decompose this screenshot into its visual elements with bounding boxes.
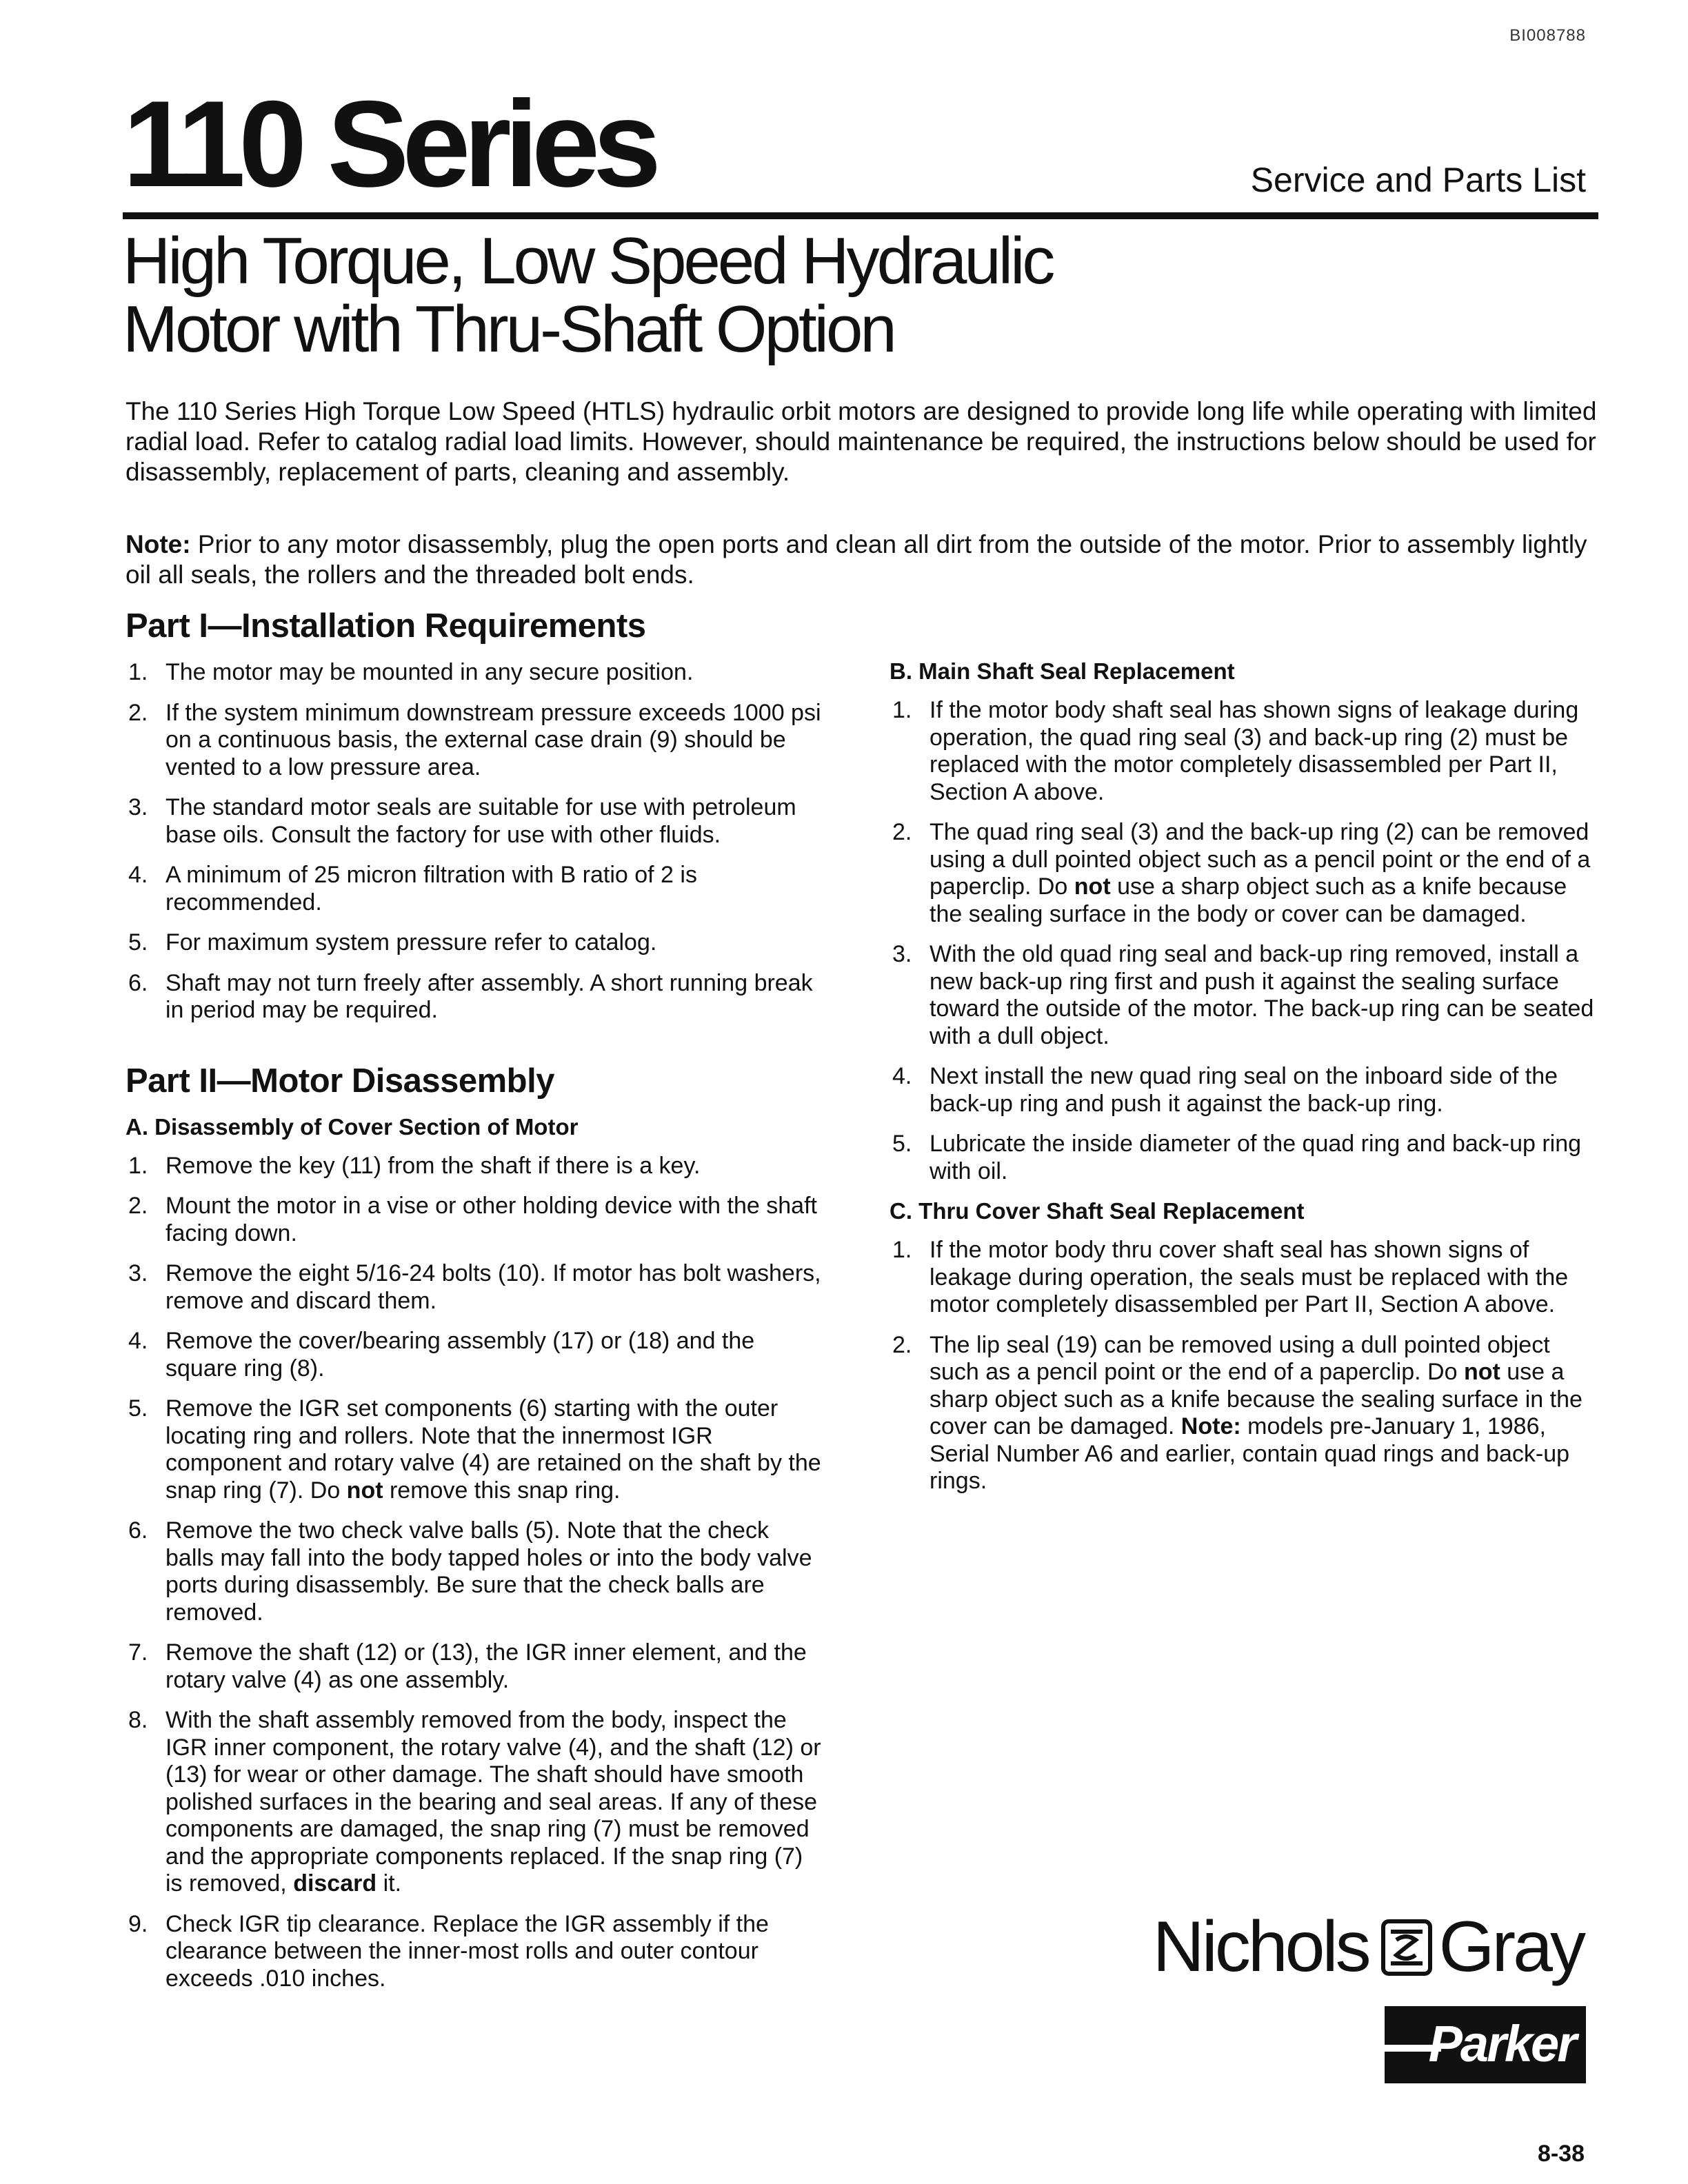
item-text: The motor may be mounted in any secure position.: [165, 659, 694, 685]
part-1-list: [125, 659, 822, 1024]
item-text: Remove the shaft (12) or (13), the IGR inner element, and the rotary valve (4) as one assembly.: [165, 1639, 807, 1693]
list-item: [125, 1517, 822, 1626]
list-item: [125, 1707, 822, 1898]
item-emphasis: not: [346, 1477, 383, 1504]
list-item: [125, 659, 822, 687]
header-rule: [123, 212, 1598, 219]
item-number: 6.: [128, 969, 148, 996]
list-item: [125, 1193, 822, 1247]
list-item: [125, 862, 822, 916]
item-number: 4.: [128, 862, 148, 888]
parker-logo-text: Parker: [1428, 2015, 1575, 2072]
item-text: A minimum of 25 micron filtration with B ratio of 2 is recommended.: [165, 862, 697, 916]
document-id: BI008788: [1509, 26, 1586, 45]
list-item: [890, 941, 1600, 1050]
item-emphasis: not: [1463, 1359, 1500, 1385]
right-column: [890, 658, 1600, 1508]
brand-name-left: Nichols: [1152, 1907, 1369, 1987]
item-text: For maximum system pressure refer to catalog.: [165, 929, 657, 956]
part-1-heading: Part I—Installation Requirements: [125, 607, 646, 645]
item-text: use a sharp object such as a knife because the sealing surface in the cover can be damaged.: [930, 1359, 1582, 1439]
item-text: The quad ring seal (3) and the back-up ring (2) can be removed using a dull pointed object such as a pencil point or the end of a paperclip. Do: [930, 819, 1591, 900]
item-text: With the old quad ring seal and back-up ring removed, install a new back-up ring first and push it against the sealing surface toward the outside of the motor. The back-up ring can be seated with a dull object.: [930, 941, 1594, 1049]
section-a-heading: A. Disassembly of Cover Section of Motor: [125, 1113, 579, 1140]
item-text: remove this snap ring.: [383, 1477, 621, 1504]
section-a-list: [125, 1153, 822, 1993]
item-number: 2.: [128, 1193, 148, 1219]
item-number: 9.: [128, 1910, 148, 1937]
item-text: If the motor body shaft seal has shown signs of leakage during operation, the quad ring seal (3) and back-up ring (2) must be replaced with the motor completely disassembled per Part II, Section A above.: [930, 697, 1579, 805]
page-number: 8-38: [1537, 2141, 1585, 2167]
intro-paragraph: The 110 Series High Torque Low Speed (HTLS) hydraulic orbit motors are designed to provide long life while operating with limited radial load. Refer to catalog radial load limits. However, should maintenance be required, the instructions below should be used for disassembly, replacement of parts, cleaning and assembly.: [125, 397, 1597, 486]
list-item: [890, 1332, 1600, 1495]
service-parts-list-label: Service and Parts List: [1250, 161, 1586, 199]
item-number: 1.: [128, 1152, 148, 1179]
series-title: 110 Series: [123, 75, 655, 212]
list-item: [125, 929, 822, 957]
subtitle-line-2: Motor with Thru-Shaft Option: [123, 292, 894, 366]
item-text: Shaft may not turn freely after assembly. A short running break in period may be required.: [165, 969, 813, 1023]
list-item: [125, 1395, 822, 1504]
part-2-heading: Part II—Motor Disassembly: [125, 1062, 554, 1100]
item-text: Remove the key (11) from the shaft if there is a key.: [165, 1152, 701, 1179]
item-number: 3.: [128, 794, 148, 820]
item-emphasis: discard: [293, 1870, 377, 1897]
item-number: 5.: [128, 929, 148, 956]
parker-logo: [1385, 2006, 1586, 2083]
item-text: Mount the motor in a vise or other holding device with the shaft facing down.: [165, 1193, 817, 1246]
list-item: [125, 970, 822, 1024]
item-number: 3.: [892, 941, 912, 967]
section-b-list: [890, 697, 1600, 1185]
item-text: The lip seal (19) can be removed using a dull pointed object such as a pencil point or the end of a paperclip. Do: [930, 1331, 1550, 1385]
item-number: 4.: [892, 1063, 912, 1089]
item-number: 2.: [892, 1331, 912, 1358]
item-text: With the shaft assembly removed from the body, inspect the IGR inner component, the rotary valve (4), and the shaft (12) or (13) for wear or other damage. The shaft should have smooth polished surfaces in the bearing and seal areas. If any of these components are damaged, the snap ring (7) must be removed and the appropriate components replaced. If the snap ring (7) is removed,: [165, 1707, 821, 1897]
item-emphasis: not: [1074, 873, 1111, 900]
note-paragraph: [125, 529, 1601, 590]
list-item: [890, 1063, 1600, 1118]
item-text: Lubricate the inside diameter of the quad ring and back-up ring with oil.: [930, 1131, 1582, 1184]
section-b-heading: B. Main Shaft Seal Replacement: [890, 658, 1235, 684]
list-item: [125, 1639, 822, 1694]
note-text: Prior to any motor disassembly, plug the open ports and clean all dirt from the outside of the motor. Prior to assembly lightly oil all seals, the rollers and the threaded bolt ends.: [125, 530, 1587, 589]
item-number: 2.: [128, 699, 148, 726]
item-text: Remove the two check valve balls (5). Note that the check balls may fall into the body tapped holes or into the body valve ports during disassembly. Be sure that the check balls are removed.: [165, 1517, 812, 1626]
item-number: 6.: [128, 1517, 148, 1544]
note-label: Note:: [125, 530, 191, 558]
item-number: 5.: [128, 1395, 148, 1422]
item-number: 1.: [128, 659, 148, 685]
item-text: Remove the IGR set components (6) starting with the outer locating ring and rollers. Note that the innermost IGR component and rotary valve (4) are retained on the shaft by the snap ring (7). Do: [165, 1395, 821, 1504]
item-number: 1.: [892, 1237, 912, 1263]
item-number: 4.: [128, 1328, 148, 1354]
item-number: 7.: [128, 1639, 148, 1666]
item-text: Remove the cover/bearing assembly (17) or (18) and the square ring (8).: [165, 1328, 755, 1382]
item-text: use a sharp object such as a knife because the sealing surface in the body or cover can be damaged.: [930, 873, 1567, 927]
item-number: 2.: [892, 819, 912, 845]
list-item: [125, 1328, 822, 1382]
item-number: 8.: [128, 1707, 148, 1733]
item-number: 3.: [128, 1260, 148, 1286]
document-subtitle: [123, 224, 1053, 366]
list-item: [125, 794, 822, 849]
item-text: If the motor body thru cover shaft seal has shown signs of leakage during operation, the seals must be replaced with the motor completely disassembled per Part II, Section A above.: [930, 1237, 1569, 1317]
item-text: If the system minimum downstream pressure exceeds 1000 psi on a continuous basis, the external case drain (9) should be vented to a low pressure area.: [165, 699, 821, 780]
subtitle-line-1: High Torque, Low Speed Hydraulic: [123, 224, 1053, 298]
item-text: Next install the new quad ring seal on the inboard side of the back-up ring and push it against the back-up ring.: [930, 1063, 1558, 1117]
brand-name-right: Gray: [1438, 1907, 1583, 1987]
list-item: [890, 1131, 1600, 1185]
list-item: [125, 1153, 822, 1180]
list-item: [890, 1237, 1600, 1319]
nichols-gray-logo: [1153, 1906, 1583, 1988]
section-c-list: [890, 1237, 1600, 1495]
item-text: Check IGR tip clearance. Replace the IGR assembly if the clearance between the inner-most rolls and outer contour exceeds .010 inches.: [165, 1910, 769, 1992]
list-item: [125, 700, 822, 782]
item-text: The standard motor seals are suitable for use with petroleum base oils. Consult the factory for use with other fluids.: [165, 794, 796, 848]
left-column: [125, 607, 822, 2005]
item-number: 1.: [892, 697, 912, 723]
list-item: [890, 819, 1600, 928]
section-c-heading: C. Thru Cover Shaft Seal Replacement: [890, 1198, 1305, 1224]
list-item: [125, 1911, 822, 1993]
item-emphasis: Note:: [1180, 1413, 1241, 1439]
item-text: models pre-January 1, 1986, Serial Number A6 and earlier, contain quad rings and back-up rings.: [930, 1413, 1570, 1494]
list-item: [125, 1260, 822, 1315]
nichols-gray-emblem-icon: [1381, 1919, 1432, 1976]
item-number: 5.: [892, 1131, 912, 1157]
list-item: [890, 697, 1600, 806]
item-text: it.: [376, 1870, 402, 1897]
item-text: Remove the eight 5/16-24 bolts (10). If motor has bolt washers, remove and discard them.: [165, 1260, 821, 1314]
